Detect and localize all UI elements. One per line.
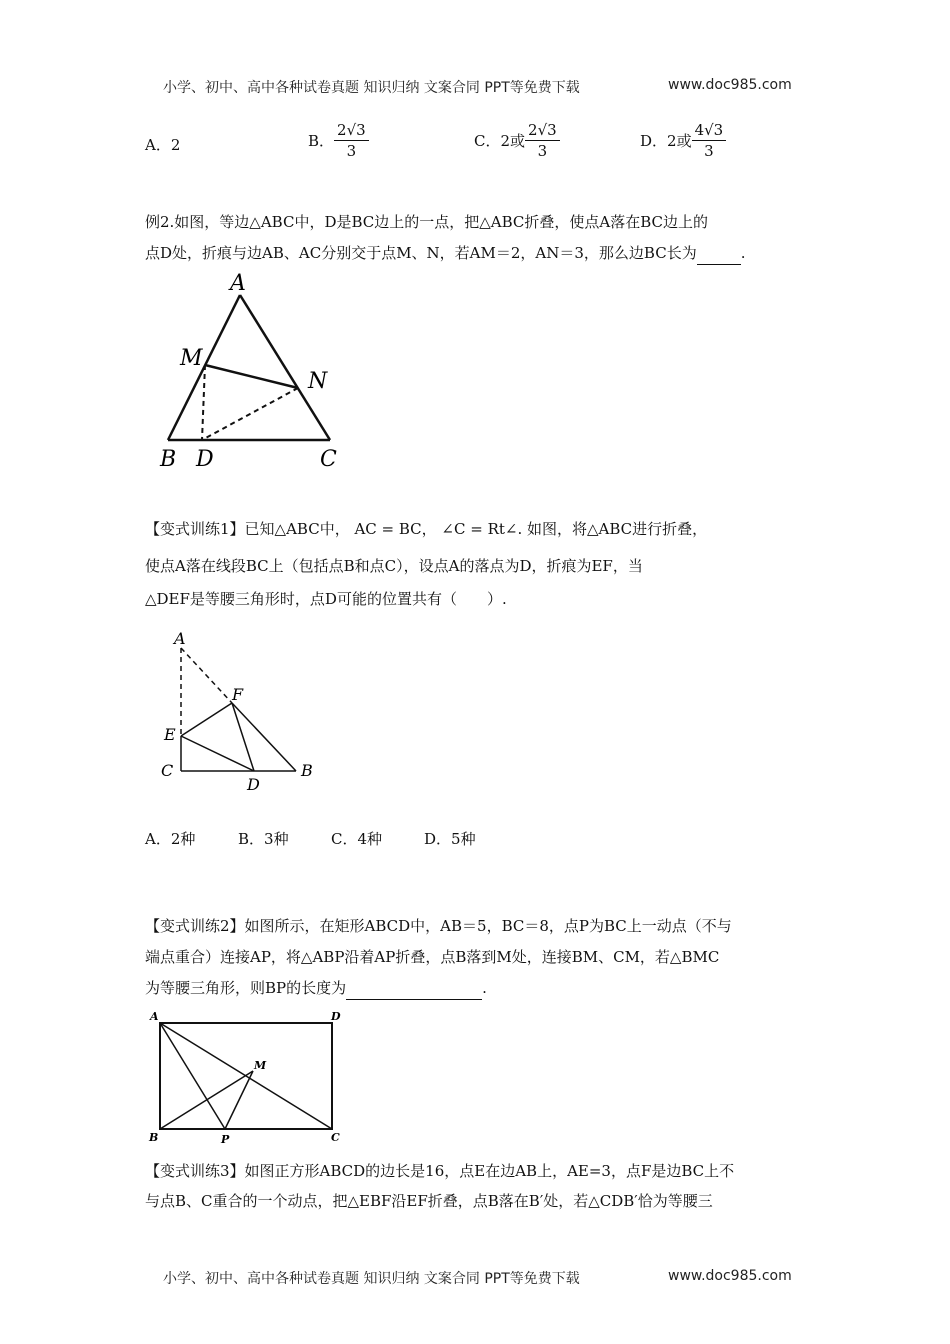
segment-ed <box>181 736 254 771</box>
label-c: C <box>320 447 337 472</box>
edge-fb <box>232 703 296 771</box>
choice-b-label: B． <box>308 131 335 150</box>
variant2-line1: 【变式训练2】如图所示，在矩形ABCD中，AB＝5，BC＝8，点P为BC上一动点（不与 <box>145 917 732 935</box>
label-p: P <box>221 1133 230 1146</box>
figure-triangle-fold <box>150 270 350 475</box>
label-c: C <box>331 1131 340 1144</box>
header-url: www.doc985.com <box>668 77 792 93</box>
variant2-line3 <box>145 977 487 1000</box>
answer-blank <box>697 242 741 265</box>
label-m: M <box>180 346 203 371</box>
segment-ap <box>160 1023 225 1129</box>
variant2-line2: 端点重合）连接AP，将△ABP沿着AP折叠，点B落到M处，连接BM、CM，若△BMC <box>145 948 720 966</box>
choice-c-denominator: 3 <box>537 142 548 160</box>
edge-ac <box>240 295 330 440</box>
choice-d-denominator: 3 <box>704 142 714 160</box>
label-c: C <box>161 761 174 780</box>
choice-c <box>474 120 560 161</box>
label-a: A <box>230 271 246 296</box>
label-a: A <box>150 1010 159 1023</box>
example2-line2-end: . <box>740 244 746 262</box>
label-b: B <box>160 447 177 472</box>
crease-ef <box>181 703 232 736</box>
label-e: E <box>164 725 176 744</box>
example2-line2 <box>145 242 745 265</box>
example2-line2-text: 点D处，折痕与边AB、AC分别交于点M、N，若AM＝2，AN＝3，那么边BC长为 <box>145 244 697 262</box>
choice-c-label: C．2或 <box>474 131 526 150</box>
figure-rectangle-fold <box>145 1005 355 1150</box>
label-d: D <box>331 1010 341 1023</box>
label-n: N <box>308 369 328 394</box>
footer-left: 小学、初中、高中各种试卷真题 知识归纳 文案合同 PPT等免费下载 <box>163 1271 580 1287</box>
choice-b-denominator: 3 <box>346 142 357 160</box>
variant1-line1: 【变式训练1】已知△ABC中， AC = BC， ∠C = Rt∠. 如图，将△ABC进行折叠， <box>145 520 708 538</box>
example2-line1: 例2.如图，等边△ABC中，D是BC边上的一点，把△ABC折叠，使点A落在BC边上的 <box>145 213 709 231</box>
variant1-line2: 使点A落在线段BC上（包括点B和点C），设点A的落点为D，折痕为EF，当 <box>145 557 643 575</box>
choice2-c: C．4种 <box>331 830 383 848</box>
choice2-b: B．3种 <box>238 830 289 848</box>
label-m: M <box>254 1059 267 1072</box>
choice2-a: A．2种 <box>145 830 196 848</box>
variant1-line3: △DEF是等腰三角形时，点D可能的位置共有（ ）. <box>145 590 507 608</box>
crease-mn <box>205 365 298 388</box>
variant2-line3-end: . <box>482 979 487 997</box>
variant3-line2: 与点B、C重合的一个动点，把△EBF沿EF折叠，点B落在B′处，若△CDB′恰为等腰三 <box>145 1192 713 1210</box>
choice-d <box>640 120 726 161</box>
answer-blank <box>346 977 482 1000</box>
choice-c-numerator: 2√3 <box>525 120 560 141</box>
segment-fd <box>232 703 254 771</box>
choice-c-fraction <box>525 120 560 161</box>
label-d: D <box>196 447 214 472</box>
footer-url: www.doc985.com <box>668 1268 792 1284</box>
figure-right-triangle-fold <box>150 628 325 798</box>
choice-b-numerator: 2√3 <box>334 120 369 141</box>
choice-d-fraction <box>692 120 727 161</box>
label-a: A <box>174 629 186 648</box>
label-b: B <box>301 761 313 780</box>
choice-b-fraction <box>334 120 369 161</box>
choice-b <box>308 120 369 161</box>
choice-d-numerator: 4√3 <box>692 120 727 141</box>
dashed-nd <box>202 388 298 440</box>
label-f: F <box>232 685 244 704</box>
choice-d-label: D．2或 <box>640 131 692 150</box>
choice2-d: D．5种 <box>424 830 476 848</box>
dashed-af <box>181 648 232 703</box>
choice-a: A．2 <box>145 136 181 154</box>
label-d: D <box>247 775 260 794</box>
variant3-line1: 【变式训练3】如图正方形ABCD的边长是16，点E在边AB上，AE=3，点F是边BC上不 <box>145 1162 735 1180</box>
variant2-line3-text: 为等腰三角形，则BP的长度为 <box>145 979 347 997</box>
header-left: 小学、初中、高中各种试卷真题 知识归纳 文案合同 PPT等免费下载 <box>163 80 580 96</box>
dashed-md <box>202 365 205 440</box>
label-b: B <box>149 1131 159 1144</box>
